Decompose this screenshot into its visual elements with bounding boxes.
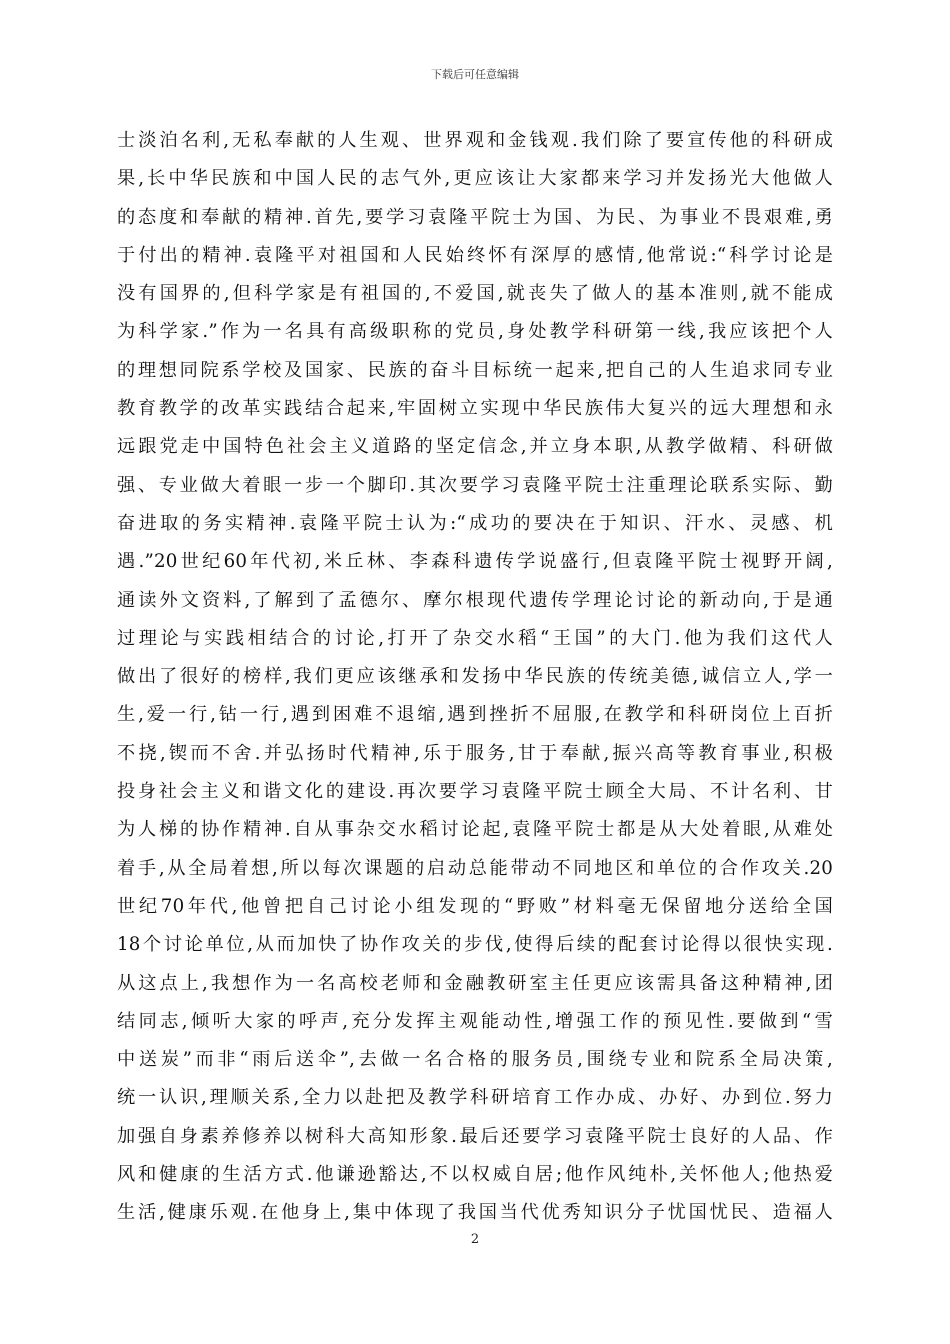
text-line: 生,爱一行,钻一行,遇到困难不退缩,遇到挫折不屈服,在教学和科研岗位上百折 — [117, 704, 833, 726]
text-line: 投身社会主义和谐文化的建设.再次要学习袁隆平院士顾全大局、不计名利、甘 — [117, 781, 833, 803]
text-line: 着手,从全局着想,所以每次课题的启动总能带动不同地区和单位的合作攻关.20 — [117, 857, 833, 879]
text-line: 没有国界的,但科学家是有祖国的,不爱国,就丧失了做人的基本准则,就不能成 — [117, 283, 833, 305]
text-line: 于付出的精神.袁隆平对祖国和人民始终怀有深厚的感情,他常说:“科学讨论是 — [117, 244, 833, 266]
text-line: 士淡泊名利,无私奉献的人生观、世界观和金钱观.我们除了要宣传他的科研成 — [117, 130, 833, 151]
text-line: 加强自身素养修养以树科大高知形象.最后还要学习袁隆平院士良好的人品、作 — [117, 1125, 833, 1147]
text-line: 奋进取的务实精神.袁隆平院士认为:“成功的要决在于知识、汗水、灵感、机 — [117, 512, 833, 534]
text-line: 遇.”20世纪60年代初,米丘林、李森科遗传学说盛行,但袁隆平院士视野开阔, — [117, 551, 833, 573]
body-text — [117, 122, 833, 1233]
text-line: 18个讨论单位,从而加快了协作攻关的步伐,使得后续的配套讨论得以很快实现. — [117, 934, 833, 956]
text-line: 过理论与实践相结合的讨论,打开了杂交水稻“王国”的大门.他为我们这代人 — [117, 627, 833, 649]
text-line: 远跟党走中国特色社会主义道路的坚定信念,并立身本职,从教学做精、科研做 — [117, 436, 833, 458]
text-line: 果,长中华民族和中国人民的志气外,更应该让大家都来学习并发扬光大他做人 — [117, 168, 833, 190]
text-line: 的态度和奉献的精神.首先,要学习袁隆平院士为国、为民、为事业不畏艰难,勇 — [117, 206, 833, 228]
text-line: 通读外文资料,了解到了孟德尔、摩尔根现代遗传学理论讨论的新动向,于是通 — [117, 589, 833, 611]
text-line: 中送炭”而非“雨后送伞”,去做一名合格的服务员,围绕专业和院系全局决策, — [117, 1049, 833, 1071]
text-line: 统一认识,理顺关系,全力以赴把及教学科研培育工作办成、办好、办到位.努力 — [117, 1087, 833, 1109]
text-line: 生活,健康乐观.在他身上,集中体现了我国当代优秀知识分子忧国忧民、造福人 — [117, 1202, 833, 1224]
text-line: 世纪70年代,他曾把自己讨论小组发现的“野败”材料毫无保留地分送给全国 — [117, 895, 833, 917]
text-line: 风和健康的生活方式.他谦逊豁达,不以权威自居;他作风纯朴,关怀他人;他热爱 — [117, 1164, 833, 1186]
text-line: 从这点上,我想作为一名高校老师和金融教研室主任更应该需具备这种精神,团 — [117, 972, 833, 994]
page-header: 下载后可任意编辑 — [431, 68, 519, 81]
text-line: 强、专业做大着眼一步一个脚印.其次要学习袁隆平院士注重理论联系实际、勤 — [117, 474, 833, 496]
page-number: 2 — [470, 1232, 480, 1247]
text-line: 不挠,锲而不舍.并弘扬时代精神,乐于服务,甘于奉献,振兴高等教育事业,积极 — [117, 742, 833, 764]
text-line: 的理想同院系学校及国家、民族的奋斗目标统一起来,把自己的人生追求同专业 — [117, 359, 833, 381]
text-line: 为科学家.”作为一名具有高级职称的党员,身处教学科研第一线,我应该把个人 — [117, 321, 833, 343]
text-line: 教育教学的改革实践结合起来,牢固树立实现中华民族伟大复兴的远大理想和永 — [117, 398, 833, 420]
text-line: 结同志,倾听大家的呼声,充分发挥主观能动性,增强工作的预见性.要做到“雪 — [117, 1010, 833, 1032]
text-line: 为人梯的协作精神.自从事杂交水稻讨论起,袁隆平院士都是从大处着眼,从难处 — [117, 819, 833, 841]
text-line: 做出了很好的榜样,我们更应该继承和发扬中华民族的传统美德,诚信立人,学一 — [117, 666, 833, 688]
